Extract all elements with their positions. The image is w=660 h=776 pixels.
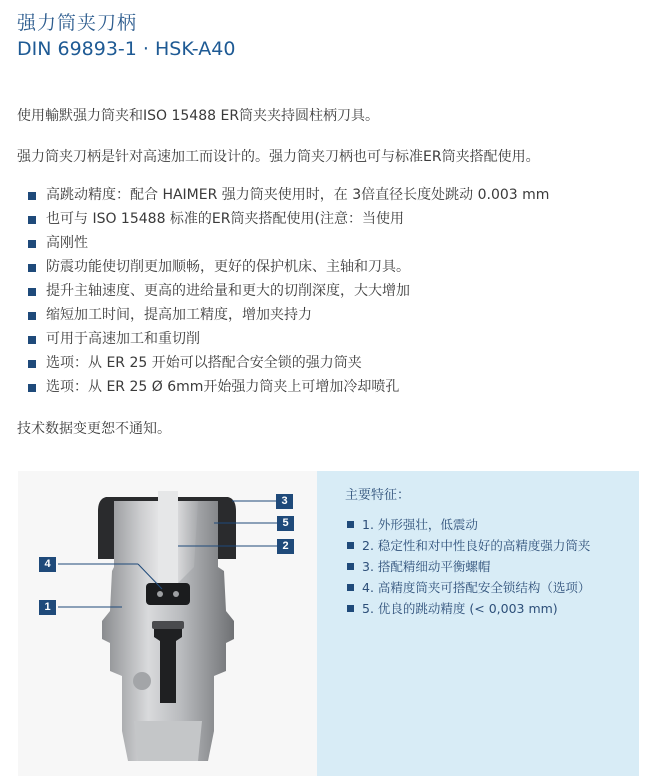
notice-paragraph: 技术数据变更恕不通知。 <box>17 421 171 437</box>
bullet-square-icon <box>28 216 36 224</box>
list-item-text: 缩短加工时间，提高加工精度，增加夹持力 <box>46 307 312 323</box>
key-features-panel <box>317 471 639 776</box>
description-paragraph: 强力筒夹刀柄是针对高速加工而设计的。强力筒夹刀柄也可与标准ER筒夹搭配使用。 <box>17 149 540 165</box>
list-item <box>347 600 590 621</box>
bullet-square-icon <box>28 336 36 344</box>
list-item <box>347 516 590 537</box>
list-item-text: 选项：从 ER 25 开始可以搭配合安全锁的强力筒夹 <box>46 355 362 371</box>
bullet-square-icon <box>28 288 36 296</box>
bullet-square-icon <box>347 584 354 591</box>
bullet-square-icon <box>28 360 36 368</box>
list-item <box>28 185 549 209</box>
key-features-title: 主要特征： <box>345 488 411 503</box>
feature-list <box>28 185 549 401</box>
callout-3-badge: 3 <box>276 494 293 509</box>
bullet-square-icon <box>347 563 354 570</box>
tool-holder-cutaway-drawing <box>18 471 317 776</box>
bullet-square-icon <box>28 264 36 272</box>
bullet-square-icon <box>347 521 354 528</box>
list-item-text: 选项：从 ER 25 Ø 6mm开始强力筒夹上可增加冷却喷孔 <box>46 379 400 395</box>
key-features-list <box>347 516 590 621</box>
list-item <box>28 353 549 377</box>
list-item-text: 提升主轴速度、更高的进给量和更大的切削深度，大大增加 <box>46 283 410 299</box>
list-item <box>347 558 590 579</box>
bullet-square-icon <box>347 542 354 549</box>
tool-holder-illustration <box>18 471 317 776</box>
list-item-text: 也可与 ISO 15488 标准的ER筒夹搭配使用(注意：当使用 <box>46 211 404 227</box>
bullet-square-icon <box>28 384 36 392</box>
list-item <box>28 257 549 281</box>
product-figure <box>18 471 639 776</box>
list-item-text: 高跳动精度：配合 HAIMER 强力筒夹使用时，在 3倍直径长度处跳动 0.003 mm <box>46 187 550 203</box>
list-item <box>28 329 549 353</box>
list-item-text: 高刚性 <box>46 235 88 251</box>
list-item <box>28 209 549 233</box>
intro-paragraph: 使用輸默强力筒夹和ISO 15488 ER筒夹夹持圆柱柄刀具。 <box>17 108 380 124</box>
list-item-text: 4. 高精度筒夹可搭配安全锁结构（选项） <box>362 580 591 595</box>
list-item-text: 5. 优良的跳动精度 (< 0,003 mm) <box>362 601 558 616</box>
list-item <box>28 377 549 401</box>
list-item-text: 1. 外形强壮，低震动 <box>362 517 478 532</box>
bullet-square-icon <box>28 312 36 320</box>
list-item <box>347 537 590 558</box>
list-item <box>28 233 549 257</box>
callout-2-badge: 2 <box>277 539 294 554</box>
list-item-text: 可用于高速加工和重切削 <box>46 331 200 347</box>
callout-5-badge: 5 <box>277 516 294 531</box>
bullet-square-icon <box>28 240 36 248</box>
page-title: 强力筒夹刀柄 <box>17 12 138 34</box>
bullet-square-icon <box>347 605 354 612</box>
callout-1-badge: 1 <box>39 600 56 615</box>
list-item <box>28 305 549 329</box>
list-item-text: 3. 搭配精细动平衡螺帽 <box>362 559 491 574</box>
list-item <box>347 579 590 600</box>
list-item <box>28 281 549 305</box>
tool-shank <box>158 491 178 583</box>
list-item-text: 防震功能使切削更加顺畅，更好的保护机床、主轴和刀具。 <box>46 259 410 275</box>
bullet-square-icon <box>28 192 36 200</box>
page-subtitle: DIN 69893-1 · HSK-A40 <box>17 38 236 60</box>
callout-4-badge: 4 <box>39 557 56 572</box>
safety-lock-ring <box>146 583 190 605</box>
list-item-text: 2. 稳定性和对中性良好的高精度强力筒夹 <box>362 538 591 553</box>
